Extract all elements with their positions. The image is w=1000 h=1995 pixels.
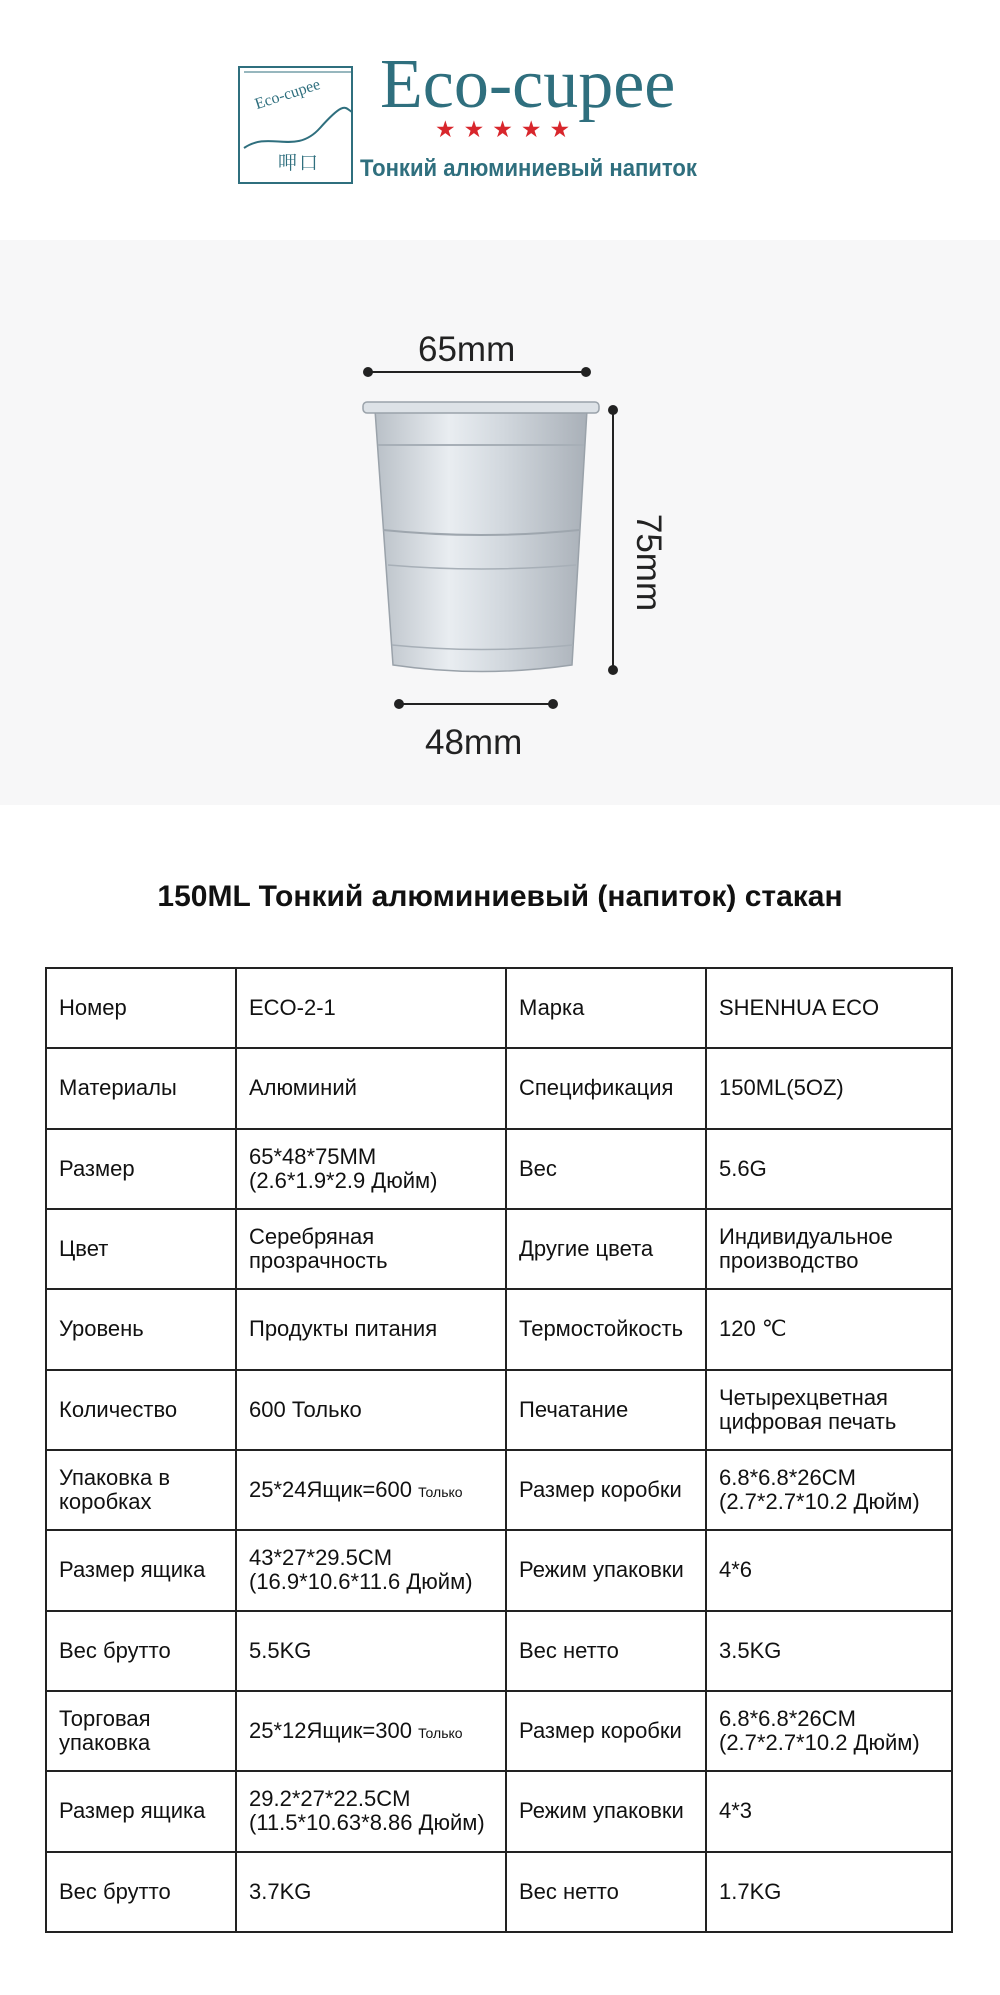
spec-label: Материалы <box>46 1048 236 1128</box>
spec-label: Цвет <box>46 1209 236 1289</box>
spec-value: 43*27*29.5CM (16.9*10.6*11.6 Дюйм) <box>236 1530 506 1610</box>
table-row <box>46 1852 952 1932</box>
table-row <box>46 1129 952 1209</box>
table-row <box>46 1691 952 1771</box>
spec-label: Вес нетто <box>506 1852 706 1932</box>
spec-label: Другие цвета <box>506 1209 706 1289</box>
spec-label: Торговая упаковка <box>46 1691 236 1771</box>
table-row <box>46 968 952 1048</box>
spec-label: Размер ящика <box>46 1771 236 1851</box>
brand-stars: ★★★★★ <box>435 116 579 142</box>
cup-illustration <box>0 240 1000 805</box>
spec-value-suffix: Только <box>418 1484 463 1501</box>
spec-label: Количество <box>46 1370 236 1450</box>
spec-value: 3.7KG <box>236 1852 506 1932</box>
table-row <box>46 1048 952 1128</box>
spec-value: 6.8*6.8*26CM (2.7*2.7*10.2 Дюйм) <box>706 1450 952 1530</box>
spec-value: 4*6 <box>706 1530 952 1610</box>
product-image-area <box>0 240 1000 805</box>
spec-value <box>236 1691 506 1771</box>
spec-label: Режим упаковки <box>506 1771 706 1851</box>
spec-label: Марка <box>506 968 706 1048</box>
spec-value: 3.5KG <box>706 1611 952 1691</box>
spec-label: Печатание <box>506 1370 706 1450</box>
spec-value: Четырехцветная цифровая печать <box>706 1370 952 1450</box>
spec-value: SHENHUA ECO <box>706 968 952 1048</box>
spec-label: Вес нетто <box>506 1611 706 1691</box>
spec-label: Размер ящика <box>46 1530 236 1610</box>
dimension-bottom-label: 48mm <box>425 723 523 762</box>
spec-value-main: 25*24Ящик=600 <box>249 1477 412 1503</box>
logo-mark <box>238 66 353 184</box>
spec-value-main: 25*12Ящик=300 <box>249 1718 412 1744</box>
spec-value: 4*3 <box>706 1771 952 1851</box>
spec-value <box>236 1450 506 1530</box>
spec-label: Размер коробки <box>506 1450 706 1530</box>
spec-value: Индивидуальное производство <box>706 1209 952 1289</box>
table-row <box>46 1289 952 1369</box>
spec-value: Алюминий <box>236 1048 506 1128</box>
brand-subtitle: Тонкий алюминиевый напиток <box>360 155 697 182</box>
brand-name: Eco-cupee <box>380 46 676 123</box>
table-row <box>46 1209 952 1289</box>
spec-value: 65*48*75MM (2.6*1.9*2.9 Дюйм) <box>236 1129 506 1209</box>
table-row <box>46 1771 952 1851</box>
spec-label: Режим упаковки <box>506 1530 706 1610</box>
spec-value: 29.2*27*22.5CM (11.5*10.63*8.86 Дюйм) <box>236 1771 506 1851</box>
table-row <box>46 1450 952 1530</box>
spec-value: ECO-2-1 <box>236 968 506 1048</box>
spec-value: 5.5KG <box>236 1611 506 1691</box>
spec-value: Серебряная прозрачность <box>236 1209 506 1289</box>
spec-label: Размер <box>46 1129 236 1209</box>
spec-value: 5.6G <box>706 1129 952 1209</box>
spec-label: Термостойкость <box>506 1289 706 1369</box>
spec-label: Спецификация <box>506 1048 706 1128</box>
spec-label: Вес брутто <box>46 1611 236 1691</box>
spec-value: 1.7KG <box>706 1852 952 1932</box>
spec-value: 600 Только <box>236 1370 506 1450</box>
spec-label: Упаковка в коробках <box>46 1450 236 1530</box>
table-row <box>46 1611 952 1691</box>
spec-table <box>45 967 953 1933</box>
spec-label: Уровень <box>46 1289 236 1369</box>
spec-label: Вес <box>506 1129 706 1209</box>
table-row <box>46 1370 952 1450</box>
dimension-top-label: 65mm <box>418 330 516 369</box>
spec-label: Вес брутто <box>46 1852 236 1932</box>
spec-title: 150ML Тонкий алюминиевый (напиток) стакан <box>157 880 843 913</box>
spec-label: Размер коробки <box>506 1691 706 1771</box>
logo-chinese-text: 呷口 <box>278 152 321 174</box>
table-row <box>46 1530 952 1610</box>
dimension-height-label: 75mm <box>629 513 669 612</box>
spec-value-suffix: Только <box>418 1725 463 1742</box>
spec-value: 120 ℃ <box>706 1289 952 1369</box>
logo-mini-text: Eco-cupee <box>252 76 323 114</box>
spec-value: 6.8*6.8*26CM (2.7*2.7*10.2 Дюйм) <box>706 1691 952 1771</box>
spec-value: Продукты питания <box>236 1289 506 1369</box>
spec-label: Номер <box>46 968 236 1048</box>
spec-value: 150ML(5OZ) <box>706 1048 952 1128</box>
